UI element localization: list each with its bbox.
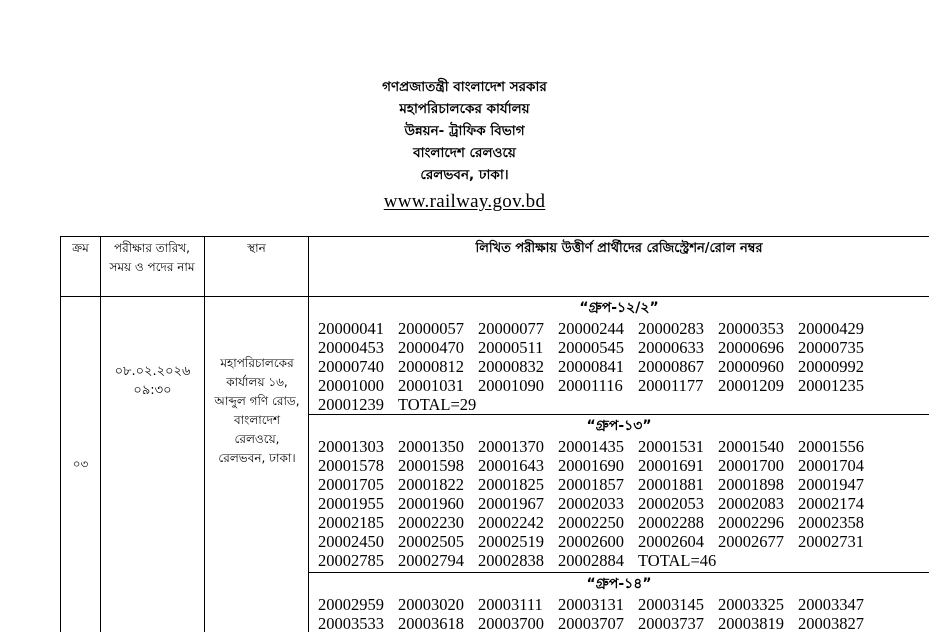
roll-number: 20001031 bbox=[398, 376, 464, 395]
roll-number: 20001540 bbox=[718, 437, 784, 456]
roll-number: 20001235 bbox=[798, 376, 864, 395]
header-result: লিখিত পরীক্ষায় উত্তীর্ণ প্রার্থীদের রেজিস্ট্রেশন/রোল নম্বর bbox=[475, 241, 763, 256]
roll-number: 20002250 bbox=[558, 513, 624, 532]
roll-number: 20000244 bbox=[558, 319, 624, 338]
roll-number: 20003347 bbox=[798, 595, 864, 614]
roll-number: 20003707 bbox=[558, 614, 624, 633]
roll-number: 20001239 bbox=[318, 395, 384, 414]
roll-row bbox=[318, 513, 878, 532]
roll-row bbox=[318, 614, 878, 633]
roll-number-list bbox=[318, 437, 878, 570]
roll-number: 20000992 bbox=[798, 357, 864, 376]
roll-number: 20003145 bbox=[638, 595, 704, 614]
roll-number: 20001825 bbox=[478, 475, 544, 494]
roll-number: 20001690 bbox=[558, 456, 624, 475]
roll-number: 20002600 bbox=[558, 532, 624, 551]
header-department: উন্নয়ন- ট্রাফিক বিভাগ bbox=[404, 123, 525, 139]
group-title: “গ্রুপ-১২/২” bbox=[579, 300, 659, 316]
header-office: মহাপরিচালকের কার্যালয় bbox=[399, 101, 530, 117]
roll-number: 20001898 bbox=[718, 475, 784, 494]
roll-number: 20001531 bbox=[638, 437, 704, 456]
roll-number: 20001705 bbox=[318, 475, 384, 494]
roll-number: 20003111 bbox=[478, 595, 543, 614]
roll-number: 20002174 bbox=[798, 494, 864, 513]
roll-number: 20002230 bbox=[398, 513, 464, 532]
roll-number: 20003827 bbox=[798, 614, 864, 633]
roll-number: 20000633 bbox=[638, 338, 704, 357]
roll-number: 20002242 bbox=[478, 513, 544, 532]
roll-number: 20003533 bbox=[318, 614, 384, 633]
roll-number: 20000740 bbox=[318, 357, 384, 376]
roll-number: 20001303 bbox=[318, 437, 384, 456]
row-serial: ০৩ bbox=[72, 457, 89, 471]
group-divider-2 bbox=[309, 572, 929, 573]
roll-number: 20000696 bbox=[718, 338, 784, 357]
roll-number: 20002053 bbox=[638, 494, 704, 513]
roll-row bbox=[318, 338, 878, 357]
roll-number: 20000735 bbox=[798, 338, 864, 357]
roll-row bbox=[318, 494, 878, 513]
roll-number: 20002505 bbox=[398, 532, 464, 551]
website-link[interactable]: www.railway.gov.bd bbox=[383, 191, 546, 212]
header-exam-info: পরীক্ষার তারিখ, সময় ও পদের নাম bbox=[109, 241, 195, 274]
roll-number: 20002033 bbox=[558, 494, 624, 513]
group-total: TOTAL=29 bbox=[398, 395, 477, 414]
exam-time: ০৯:৩০ bbox=[133, 383, 172, 398]
roll-number-list bbox=[318, 319, 878, 414]
roll-number: 20003700 bbox=[478, 614, 544, 633]
roll-number: 20003618 bbox=[398, 614, 464, 633]
roll-number: 20001857 bbox=[558, 475, 624, 494]
roll-number: 20002794 bbox=[398, 551, 464, 570]
roll-number: 20000453 bbox=[318, 338, 384, 357]
group-total: TOTAL=46 bbox=[638, 551, 717, 570]
roll-number: 20002296 bbox=[718, 513, 784, 532]
roll-number: 20001643 bbox=[478, 456, 544, 475]
roll-number: 20001967 bbox=[478, 494, 544, 513]
roll-number: 20001209 bbox=[718, 376, 784, 395]
roll-number: 20001578 bbox=[318, 456, 384, 475]
roll-number: 20003819 bbox=[718, 614, 784, 633]
group-title: “গ্রুপ-১৪” bbox=[586, 576, 652, 592]
roll-number: 20001955 bbox=[318, 494, 384, 513]
roll-number: 20001960 bbox=[398, 494, 464, 513]
group-title: “গ্রুপ-১৩” bbox=[586, 418, 652, 434]
roll-row bbox=[318, 319, 878, 338]
roll-number: 20001822 bbox=[398, 475, 464, 494]
roll-number: 20002358 bbox=[798, 513, 864, 532]
roll-number: 20000353 bbox=[718, 319, 784, 338]
roll-number: 20000429 bbox=[798, 319, 864, 338]
roll-number: 20002959 bbox=[318, 595, 384, 614]
roll-number: 20001881 bbox=[638, 475, 704, 494]
header-venue: স্থান bbox=[247, 241, 266, 255]
roll-number: 20000283 bbox=[638, 319, 704, 338]
roll-number: 20002604 bbox=[638, 532, 704, 551]
roll-number: 20001704 bbox=[798, 456, 864, 475]
roll-number: 20003020 bbox=[398, 595, 464, 614]
roll-number-list bbox=[318, 595, 878, 633]
roll-number: 20000511 bbox=[478, 338, 544, 357]
roll-row bbox=[318, 357, 878, 376]
roll-number: 20001598 bbox=[398, 456, 464, 475]
roll-number: 20001090 bbox=[478, 376, 544, 395]
roll-number: 20002838 bbox=[478, 551, 544, 570]
roll-number: 20001000 bbox=[318, 376, 384, 395]
roll-number: 20001177 bbox=[638, 376, 704, 395]
roll-number: 20000867 bbox=[638, 357, 704, 376]
header-divider bbox=[60, 296, 929, 297]
roll-number: 20002731 bbox=[798, 532, 864, 551]
roll-row bbox=[318, 475, 878, 494]
roll-number: 20003325 bbox=[718, 595, 784, 614]
roll-number: 20000960 bbox=[718, 357, 784, 376]
document-header bbox=[0, 76, 929, 215]
roll-number: 20001700 bbox=[718, 456, 784, 475]
roll-row bbox=[318, 532, 878, 551]
roll-number: 20001947 bbox=[798, 475, 864, 494]
roll-number: 20001435 bbox=[558, 437, 624, 456]
table-top-border bbox=[60, 236, 929, 237]
roll-number: 20001116 bbox=[558, 376, 623, 395]
header-government: গণপ্রজাতন্ত্রী বাংলাদেশ সরকার bbox=[382, 79, 547, 95]
roll-row bbox=[318, 395, 878, 414]
col-divider-2 bbox=[204, 236, 205, 632]
roll-row bbox=[318, 376, 878, 395]
roll-number: 20000841 bbox=[558, 357, 624, 376]
col-divider-1 bbox=[100, 236, 101, 632]
roll-number: 20003737 bbox=[638, 614, 704, 633]
roll-number: 20000470 bbox=[398, 338, 464, 357]
roll-number: 20002677 bbox=[718, 532, 784, 551]
roll-number: 20000832 bbox=[478, 357, 544, 376]
roll-number: 20000545 bbox=[558, 338, 624, 357]
roll-number: 20002519 bbox=[478, 532, 544, 551]
roll-number: 20000041 bbox=[318, 319, 384, 338]
group-divider-1 bbox=[309, 414, 929, 415]
roll-number: 20002884 bbox=[558, 551, 624, 570]
roll-number: 20002083 bbox=[718, 494, 784, 513]
roll-number: 20001556 bbox=[798, 437, 864, 456]
header-serial: ক্রম bbox=[72, 241, 89, 255]
roll-number: 20003131 bbox=[558, 595, 624, 614]
roll-number: 20002288 bbox=[638, 513, 704, 532]
roll-number: 20002450 bbox=[318, 532, 384, 551]
roll-number: 20000057 bbox=[398, 319, 464, 338]
roll-number: 20001691 bbox=[638, 456, 704, 475]
exam-venue: মহাপরিচালকের কার্যালয় ১৬, আব্দুল গণি রোড, বাংলাদেশ রেলওয়ে, রেলভবন, ঢাকা। bbox=[214, 356, 300, 465]
roll-number: 20001350 bbox=[398, 437, 464, 456]
table-left-border bbox=[60, 236, 61, 632]
roll-row bbox=[318, 437, 878, 456]
header-organization: বাংলাদেশ রেলওয়ে bbox=[413, 145, 516, 161]
roll-number: 20001370 bbox=[478, 437, 544, 456]
header-address: রেলভবন, ঢাকা। bbox=[420, 167, 509, 183]
exam-date: ০৮.০২.২০২৬ bbox=[114, 364, 191, 379]
roll-number: 20002185 bbox=[318, 513, 384, 532]
roll-number: 20000077 bbox=[478, 319, 544, 338]
roll-number: 20002785 bbox=[318, 551, 384, 570]
roll-row bbox=[318, 456, 878, 475]
roll-row bbox=[318, 595, 878, 614]
roll-row bbox=[318, 551, 878, 570]
roll-number: 20000812 bbox=[398, 357, 464, 376]
